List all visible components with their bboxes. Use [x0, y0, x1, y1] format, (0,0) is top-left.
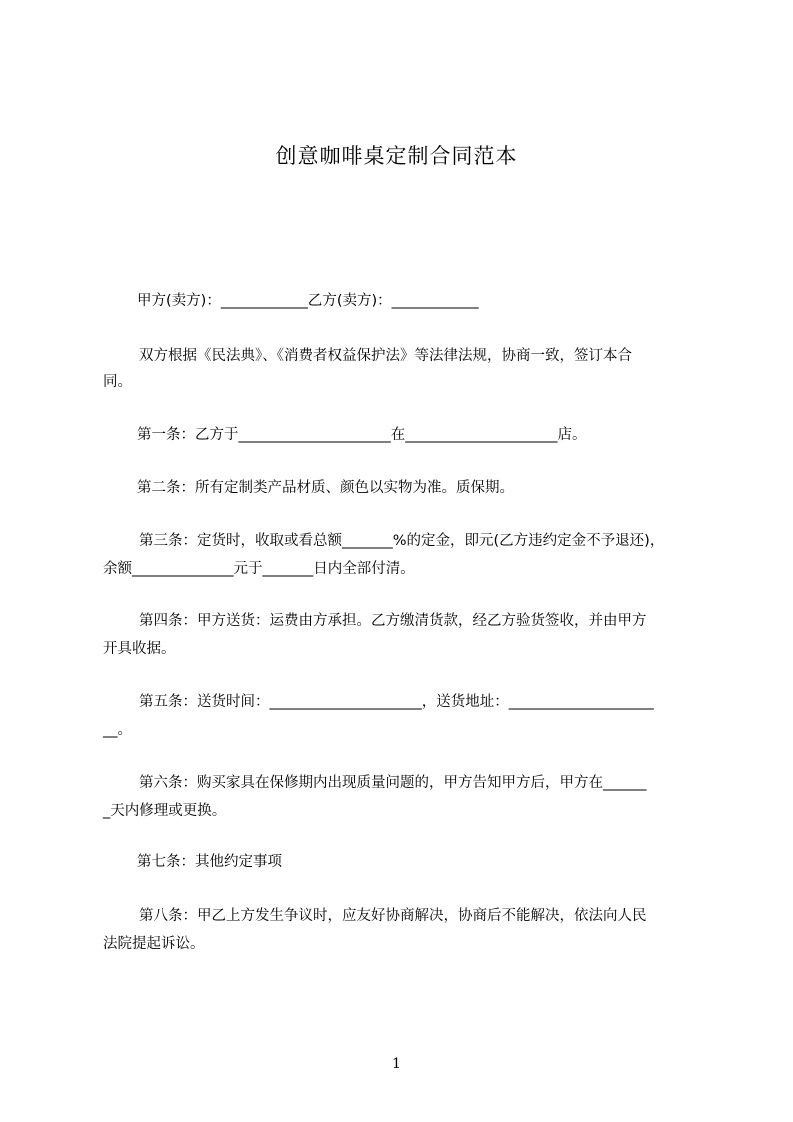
intro-line-1: 双方根据《民法典》、《消费者权益保护法》等法律法规，协商一致，签订本合	[139, 348, 632, 364]
article-5-line-2: __。	[103, 722, 132, 738]
article-3-line-1: 第三条：定货时，收取或看总额_______%的定金，即元(乙方违约定金不予退还)，	[139, 533, 665, 549]
article-3-line-2: 余额______________元于_______日内全部付清。	[103, 561, 415, 577]
intro-line-2: 同。	[103, 374, 132, 390]
article-5-line-1: 第五条：送货时间：_____________________，送货地址：____________________	[139, 694, 654, 710]
article-6-line-2: _天内修理或更换。	[103, 803, 227, 819]
article-8-line-2: 法院提起诉讼。	[103, 936, 205, 952]
article-7: 第七条：其他约定事项	[137, 854, 282, 870]
article-4-line-2: 开具收据。	[103, 641, 176, 657]
article-8-line-1: 第八条：甲乙上方发生争议时，应友好协商解决，协商后不能解决，依法向人民	[139, 908, 647, 924]
article-1: 第一条：乙方于_____________________在_____________________店。	[137, 427, 587, 443]
article-4-line-1: 第四条：甲方送货：运费由方承担。乙方缴清货款，经乙方验货签收，并由甲方	[139, 613, 647, 629]
page-number: 1	[392, 1056, 401, 1072]
article-6-line-1: 第六条：购买家具在保修期内出现质量问题的，甲方告知甲方后，甲方在______	[139, 775, 647, 791]
document-title: 创意咖啡桌定制合同范本	[275, 144, 518, 168]
parties-line: 甲方(卖方)：____________乙方(卖方)：____________	[137, 293, 479, 309]
article-2: 第二条：所有定制类产品材质、颜色以实物为准。质保期。	[137, 480, 514, 496]
